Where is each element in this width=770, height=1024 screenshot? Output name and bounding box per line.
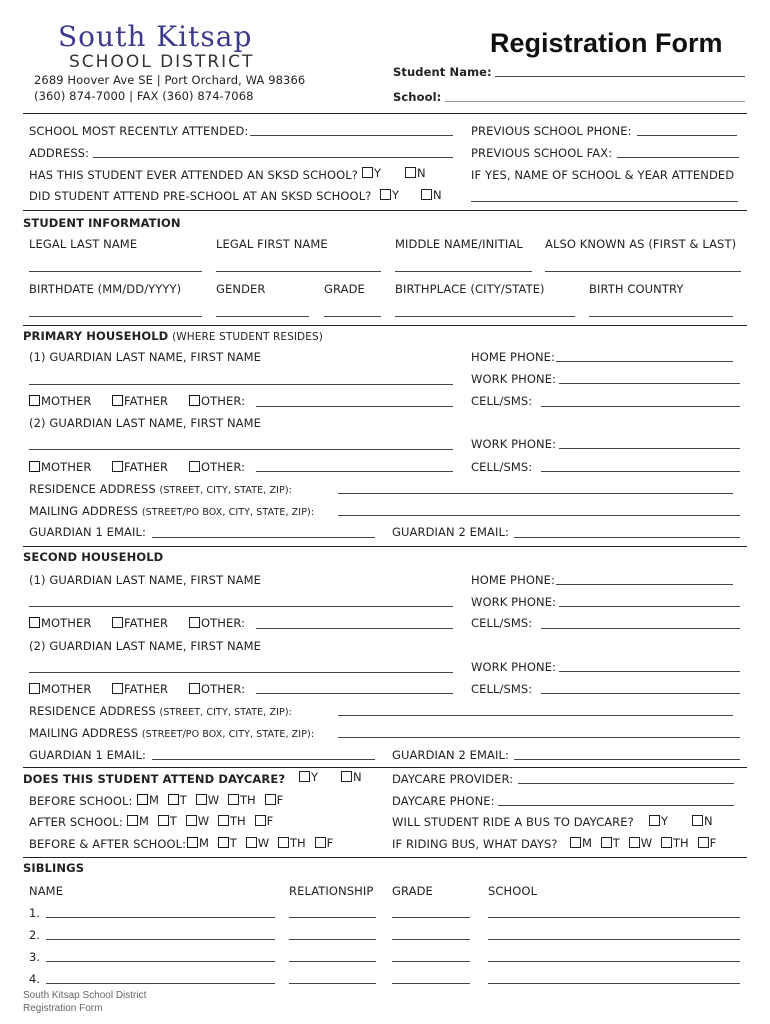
- primary-household-heading: PRIMARY HOUSEHOLD (WHERE STUDENT RESIDES): [23, 329, 323, 343]
- cell-field[interactable]: [541, 406, 740, 407]
- legal-first-label: LEGAL FIRST NAME: [216, 237, 328, 251]
- district-phone: (360) 874-7000 | FAX (360) 874-7068: [34, 89, 254, 103]
- bus-no-checkbox[interactable]: N: [692, 814, 713, 828]
- sibling-grade-field[interactable]: [392, 983, 470, 984]
- second-household-heading: SECOND HOUSEHOLD: [23, 550, 164, 564]
- sibling-grade-field[interactable]: [392, 917, 470, 918]
- sibling-school-field[interactable]: [488, 961, 740, 962]
- bus-w-checkbox[interactable]: W: [629, 836, 652, 850]
- before-th-checkbox[interactable]: TH: [228, 793, 256, 807]
- cell-2-label: CELL/SMS:: [471, 460, 533, 474]
- sibling-relationship-header: RELATIONSHIP: [289, 884, 374, 898]
- sh-g1-email-field[interactable]: [152, 759, 375, 760]
- district-address: 2689 Hoover Ave SE | Port Orchard, WA 98366: [34, 73, 306, 87]
- residence-label: RESIDENCE ADDRESS (STREET, CITY, STATE, ZIP):: [29, 482, 292, 496]
- sh-cell-label: CELL/SMS:: [471, 616, 533, 630]
- sh-g2-father-checkbox[interactable]: FATHER: [112, 682, 168, 696]
- sh-g1-other-field[interactable]: [256, 628, 453, 629]
- mailing-field[interactable]: [338, 515, 740, 516]
- bus-yes-checkbox[interactable]: Y: [649, 814, 668, 828]
- g1-other-checkbox[interactable]: OTHER:: [189, 394, 245, 408]
- bus-days-label: IF RIDING BUS, WHAT DAYS?: [392, 837, 558, 851]
- bus-question: WILL STUDENT RIDE A BUS TO DAYCARE?: [392, 815, 634, 829]
- birth-country-field[interactable]: [589, 316, 733, 317]
- after-m-checkbox[interactable]: M: [127, 814, 149, 828]
- work-phone-field[interactable]: [559, 383, 740, 384]
- siblings-heading: SIBLINGS: [23, 861, 85, 875]
- sibling-row-number: 2.: [29, 928, 41, 942]
- section-divider: [23, 857, 747, 858]
- sh-work-phone-field[interactable]: [559, 606, 740, 607]
- cell-2-field[interactable]: [541, 471, 740, 472]
- ba-th-checkbox[interactable]: TH: [278, 836, 306, 850]
- sh-g1-mother-checkbox[interactable]: MOTHER: [29, 616, 92, 630]
- ever-attended-yes-checkbox[interactable]: Y: [362, 166, 381, 180]
- home-phone-label: HOME PHONE:: [471, 350, 556, 364]
- sh-g1-other-checkbox[interactable]: OTHER:: [189, 616, 245, 630]
- footer-form-name: Registration Form: [23, 1003, 103, 1014]
- legal-first-field[interactable]: [216, 271, 381, 272]
- sh-g2-mother-checkbox[interactable]: MOTHER: [29, 682, 92, 696]
- sh-g2-email-field[interactable]: [514, 759, 740, 760]
- sibling-name-field[interactable]: [46, 961, 275, 962]
- sibling-name-field[interactable]: [46, 917, 275, 918]
- sibling-row-number: 1.: [29, 906, 41, 920]
- birthplace-field[interactable]: [395, 316, 575, 317]
- section-divider: [23, 767, 747, 768]
- sibling-grade-header: GRADE: [392, 884, 433, 898]
- sibling-relationship-field[interactable]: [289, 939, 376, 940]
- birthdate-label: BIRTHDATE (MM/DD/YYYY): [29, 282, 182, 296]
- sh-mailing-label: MAILING ADDRESS (STREET/PO BOX, CITY, STATE, ZIP):: [29, 726, 315, 740]
- sibling-name-field[interactable]: [46, 983, 275, 984]
- after-f-checkbox[interactable]: F: [255, 814, 274, 828]
- sh-g2-other-field[interactable]: [256, 693, 453, 694]
- aka-label: ALSO KNOWN AS (FIRST & LAST): [545, 237, 737, 251]
- bus-t-checkbox[interactable]: T: [601, 836, 620, 850]
- preschool-no-checkbox[interactable]: N: [421, 188, 442, 202]
- daycare-phone-field[interactable]: [498, 805, 734, 806]
- guardian2-label: (2) GUARDIAN LAST NAME, FIRST NAME: [29, 416, 262, 430]
- before-f-checkbox[interactable]: F: [265, 793, 284, 807]
- section-divider: [23, 210, 747, 211]
- if-yes-field[interactable]: [471, 201, 738, 202]
- work-phone-2-label: WORK PHONE:: [471, 437, 557, 451]
- g1-other-field[interactable]: [256, 406, 453, 407]
- sh-work-phone-2-label: WORK PHONE:: [471, 660, 557, 674]
- grade-field[interactable]: [324, 316, 381, 317]
- sh-g2-other-checkbox[interactable]: OTHER:: [189, 682, 245, 696]
- before-after-label: BEFORE & AFTER SCHOOL:: [29, 837, 187, 851]
- bus-f-checkbox[interactable]: F: [698, 836, 717, 850]
- g2-email-field[interactable]: [514, 537, 740, 538]
- legal-last-field[interactable]: [29, 271, 202, 272]
- residence-field[interactable]: [338, 493, 733, 494]
- ever-attended-no-checkbox[interactable]: N: [405, 166, 426, 180]
- before-w-checkbox[interactable]: W: [196, 793, 219, 807]
- guardian1-label: (1) GUARDIAN LAST NAME, FIRST NAME: [29, 350, 262, 364]
- bus-m-checkbox[interactable]: M: [570, 836, 592, 850]
- home-phone-field[interactable]: [556, 361, 733, 362]
- student-info-heading: STUDENT INFORMATION: [23, 216, 181, 230]
- recent-school-field[interactable]: [250, 135, 453, 136]
- sibling-name-header: NAME: [29, 884, 64, 898]
- sh-home-phone-label: HOME PHONE:: [471, 573, 556, 587]
- preschool-yes-checkbox[interactable]: Y: [380, 188, 399, 202]
- ever-attended-label: HAS THIS STUDENT EVER ATTENDED AN SKSD SCHOOL?: [29, 168, 358, 182]
- sibling-grade-field[interactable]: [392, 961, 470, 962]
- after-school-label: AFTER SCHOOL:: [29, 815, 123, 829]
- sh-guardian2-name-field[interactable]: [29, 672, 453, 673]
- after-th-checkbox[interactable]: TH: [218, 814, 246, 828]
- prev-fax-field[interactable]: [617, 157, 739, 158]
- if-yes-label: IF YES, NAME OF SCHOOL & YEAR ATTENDED: [471, 168, 735, 182]
- prior-address-label: ADDRESS:: [29, 146, 90, 160]
- after-w-checkbox[interactable]: W: [186, 814, 209, 828]
- before-m-checkbox[interactable]: M: [137, 793, 159, 807]
- sibling-school-field[interactable]: [488, 917, 740, 918]
- sibling-relationship-field[interactable]: [289, 917, 376, 918]
- sibling-row-number: 4.: [29, 972, 41, 986]
- sh-mailing-field[interactable]: [338, 737, 740, 738]
- ba-t-checkbox[interactable]: T: [218, 836, 237, 850]
- district-logo-subtitle: SCHOOL DISTRICT: [69, 52, 255, 72]
- bus-th-checkbox[interactable]: TH: [661, 836, 689, 850]
- sh-guardian2-label: (2) GUARDIAN LAST NAME, FIRST NAME: [29, 639, 262, 653]
- middle-name-field[interactable]: [395, 271, 532, 272]
- before-t-checkbox[interactable]: T: [168, 793, 187, 807]
- sibling-school-field[interactable]: [488, 939, 740, 940]
- legal-last-label: LEGAL LAST NAME: [29, 237, 138, 251]
- guardian1-name-field[interactable]: [29, 384, 453, 385]
- guardian2-name-field[interactable]: [29, 449, 453, 450]
- sh-guardian1-label: (1) GUARDIAN LAST NAME, FIRST NAME: [29, 573, 262, 587]
- sh-cell-2-field[interactable]: [541, 693, 740, 694]
- sh-work-phone-2-field[interactable]: [559, 671, 740, 672]
- student-name-label: Student Name:: [393, 65, 492, 79]
- prev-phone-label: PREVIOUS SCHOOL PHONE:: [471, 124, 632, 138]
- mailing-label: MAILING ADDRESS (STREET/PO BOX, CITY, STATE, ZIP):: [29, 504, 315, 518]
- g1-email-label: GUARDIAN 1 EMAIL:: [29, 525, 146, 539]
- daycare-yes-checkbox[interactable]: Y: [299, 770, 318, 784]
- ba-m-checkbox[interactable]: M: [187, 836, 209, 850]
- section-divider: [23, 325, 747, 326]
- prev-phone-field[interactable]: [637, 135, 737, 136]
- recent-school-label: SCHOOL MOST RECENTLY ATTENDED:: [29, 124, 249, 138]
- g2-other-field[interactable]: [256, 471, 453, 472]
- daycare-provider-field[interactable]: [518, 783, 734, 784]
- sh-g1-email-label: GUARDIAN 1 EMAIL:: [29, 748, 146, 762]
- work-phone-label: WORK PHONE:: [471, 372, 557, 386]
- sh-work-phone-label: WORK PHONE:: [471, 595, 557, 609]
- cell-label: CELL/SMS:: [471, 394, 533, 408]
- student-name-field[interactable]: [495, 76, 745, 77]
- daycare-provider-label: DAYCARE PROVIDER:: [392, 772, 514, 786]
- g2-other-checkbox[interactable]: OTHER:: [189, 460, 245, 474]
- birth-country-label: BIRTH COUNTRY: [589, 282, 684, 296]
- before-school-label: BEFORE SCHOOL:: [29, 794, 133, 808]
- sibling-row-number: 3.: [29, 950, 41, 964]
- school-label: School:: [393, 90, 442, 104]
- before-school-days[interactable]: [137, 793, 283, 807]
- middle-name-label: MIDDLE NAME/INITIAL: [395, 237, 523, 251]
- sh-residence-field[interactable]: [338, 715, 733, 716]
- preschool-label: DID STUDENT ATTEND PRE-SCHOOL AT AN SKSD SCHOOL?: [29, 189, 372, 203]
- sh-g1-father-checkbox[interactable]: FATHER: [112, 616, 168, 630]
- grade-label: GRADE: [324, 282, 365, 296]
- work-phone-2-field[interactable]: [559, 448, 740, 449]
- sibling-name-field[interactable]: [46, 939, 275, 940]
- sh-g2-email-label: GUARDIAN 2 EMAIL:: [392, 748, 509, 762]
- gender-label: GENDER: [216, 282, 266, 296]
- section-divider: [23, 546, 747, 547]
- ba-w-checkbox[interactable]: W: [246, 836, 269, 850]
- sibling-school-header: SCHOOL: [488, 884, 538, 898]
- after-t-checkbox[interactable]: T: [158, 814, 177, 828]
- after-school-days[interactable]: [127, 814, 273, 828]
- g1-mother-checkbox[interactable]: MOTHER: [29, 394, 92, 408]
- g1-email-field[interactable]: [152, 537, 375, 538]
- sh-guardian1-name-field[interactable]: [29, 606, 453, 607]
- sibling-relationship-field[interactable]: [289, 961, 376, 962]
- prior-address-field[interactable]: [93, 157, 453, 158]
- page-title: Registration Form: [490, 28, 723, 58]
- district-logo-name: South Kitsap: [58, 20, 253, 53]
- daycare-question: DOES THIS STUDENT ATTEND DAYCARE?: [23, 772, 286, 786]
- before-after-days[interactable]: [187, 836, 333, 850]
- ba-f-checkbox[interactable]: F: [315, 836, 334, 850]
- footer-district: South Kitsap School District: [23, 990, 147, 1001]
- birthdate-field[interactable]: [29, 316, 202, 317]
- g1-father-checkbox[interactable]: FATHER: [112, 394, 168, 408]
- sibling-relationship-field[interactable]: [289, 983, 376, 984]
- school-field[interactable]: [445, 101, 745, 102]
- sh-home-phone-field[interactable]: [556, 584, 733, 585]
- gender-field[interactable]: [216, 316, 309, 317]
- g2-father-checkbox[interactable]: FATHER: [112, 460, 168, 474]
- sibling-school-field[interactable]: [488, 983, 740, 984]
- header-divider: [23, 113, 747, 114]
- g2-email-label: GUARDIAN 2 EMAIL:: [392, 525, 509, 539]
- birthplace-label: BIRTHPLACE (CITY/STATE): [395, 282, 545, 296]
- sh-cell-2-label: CELL/SMS:: [471, 682, 533, 696]
- prev-fax-label: PREVIOUS SCHOOL FAX:: [471, 146, 613, 160]
- daycare-no-checkbox[interactable]: N: [341, 770, 362, 784]
- sh-cell-field[interactable]: [541, 628, 740, 629]
- bus-days[interactable]: [570, 836, 716, 850]
- aka-field[interactable]: [545, 271, 741, 272]
- sibling-grade-field[interactable]: [392, 939, 470, 940]
- g2-mother-checkbox[interactable]: MOTHER: [29, 460, 92, 474]
- sh-residence-label: RESIDENCE ADDRESS (STREET, CITY, STATE, ZIP):: [29, 704, 292, 718]
- daycare-phone-label: DAYCARE PHONE:: [392, 794, 495, 808]
